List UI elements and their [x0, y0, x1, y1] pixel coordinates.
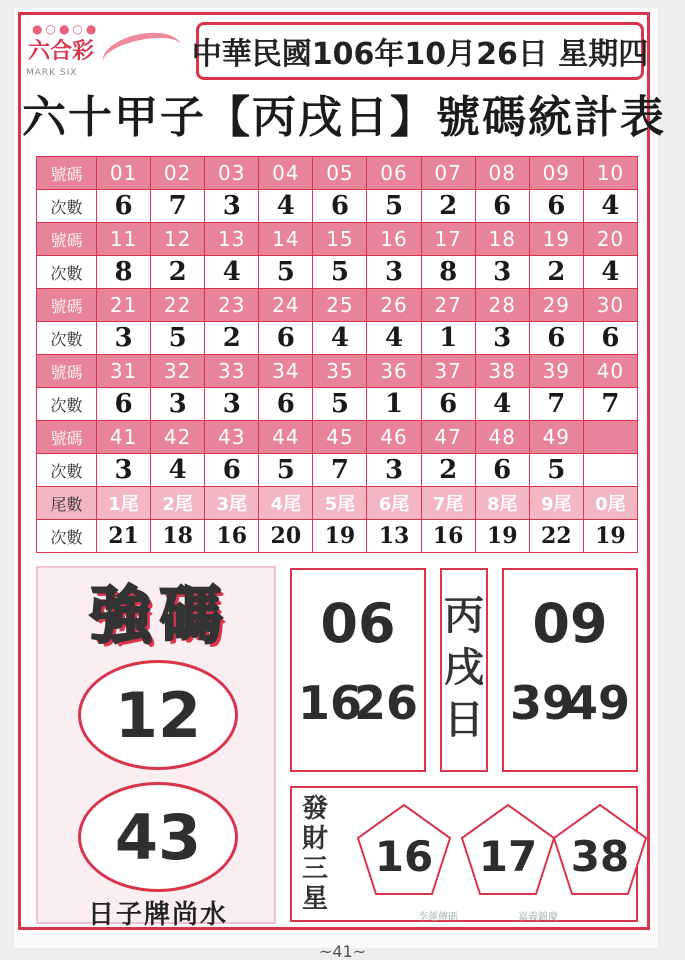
table-cell: 01 — [97, 157, 151, 190]
table-cell: 3 — [151, 388, 205, 421]
table-cell: 4 — [151, 454, 205, 487]
row-label: 次數 — [37, 454, 97, 487]
table-cell: 35 — [313, 355, 367, 388]
table-cell: 23 — [205, 289, 259, 322]
table-cell: 08 — [475, 157, 529, 190]
table-cell: 31 — [97, 355, 151, 388]
table-cell: 2 — [421, 454, 475, 487]
table-cell: 36 — [367, 355, 421, 388]
table-cell: 1 — [421, 322, 475, 355]
table-cell: 5 — [259, 454, 313, 487]
table-cell: 16 — [421, 520, 475, 553]
count-row — [37, 388, 638, 421]
group-number: 06 — [320, 592, 396, 655]
statistics-table-body — [37, 157, 638, 553]
table-cell: 30 — [583, 289, 637, 322]
lucky-label-char: 發 — [301, 794, 328, 824]
logo-swoosh-decoration — [99, 26, 186, 82]
table-cell: 19 — [475, 520, 529, 553]
table-cell: 6 — [529, 322, 583, 355]
table-cell: 4 — [367, 322, 421, 355]
table-cell: 27 — [421, 289, 475, 322]
table-cell: 0尾 — [583, 487, 637, 520]
table-cell: 5 — [313, 256, 367, 289]
date-text: 中華民國106年10月26日 星期四 — [191, 37, 649, 72]
lucky-label-char: 財 — [301, 824, 328, 854]
lucky-three-stars-box — [290, 786, 638, 922]
table-cell: 1 — [367, 388, 421, 421]
table-cell: 13 — [367, 520, 421, 553]
row-label: 次數 — [37, 256, 97, 289]
date-box — [191, 22, 649, 80]
table-cell: 43 — [205, 421, 259, 454]
table-cell: 34 — [259, 355, 313, 388]
table-cell: 4 — [475, 388, 529, 421]
table-cell: 38 — [475, 355, 529, 388]
table-cell: 41 — [97, 421, 151, 454]
table-cell: 5 — [151, 322, 205, 355]
table-cell: 6 — [97, 190, 151, 223]
table-cell: 6 — [475, 454, 529, 487]
table-cell: 6 — [421, 388, 475, 421]
table-cell: 37 — [421, 355, 475, 388]
table-cell: 44 — [259, 421, 313, 454]
strong-numbers-panel — [36, 566, 276, 930]
table-cell: 5 — [367, 190, 421, 223]
row-label: 次數 — [37, 520, 97, 553]
row-label: 號碼 — [37, 355, 97, 388]
table-cell: 19 — [313, 520, 367, 553]
table-cell: 3 — [367, 454, 421, 487]
day-label-box — [440, 568, 488, 772]
table-cell: 2 — [421, 190, 475, 223]
table-cell: 48 — [475, 421, 529, 454]
table-cell: 3 — [97, 454, 151, 487]
table-cell: 5 — [529, 454, 583, 487]
table-cell: 06 — [367, 157, 421, 190]
table-cell: 26 — [367, 289, 421, 322]
left-number-group — [290, 568, 426, 772]
row-label: 號碼 — [37, 421, 97, 454]
table-cell: 39 — [529, 355, 583, 388]
page-title: 六十甲子【丙戌日】號碼統計表 — [22, 92, 666, 143]
row-label: 次數 — [37, 388, 97, 421]
table-cell: 5 — [313, 388, 367, 421]
table-cell: 45 — [313, 421, 367, 454]
mark-six-logo — [22, 20, 182, 86]
table-cell: 3 — [475, 322, 529, 355]
table-cell: 6 — [529, 190, 583, 223]
table-cell: 6 — [97, 388, 151, 421]
count-row — [37, 256, 638, 289]
table-cell: 05 — [313, 157, 367, 190]
table-cell: 7 — [583, 388, 637, 421]
table-cell: 22 — [529, 520, 583, 553]
table-cell: 8尾 — [475, 487, 529, 520]
table-cell: 13 — [205, 223, 259, 256]
lucky-pentagon-1 — [354, 802, 454, 898]
table-cell: 3尾 — [205, 487, 259, 520]
count-row — [37, 520, 638, 553]
table-cell: 40 — [583, 355, 637, 388]
table-cell: 2 — [529, 256, 583, 289]
table-cell: 02 — [151, 157, 205, 190]
row-label: 號碼 — [37, 157, 97, 190]
table-cell: 21 — [97, 520, 151, 553]
table-cell: 3 — [97, 322, 151, 355]
table-cell: 04 — [259, 157, 313, 190]
table-cell: 8 — [97, 256, 151, 289]
number-row — [37, 157, 638, 190]
table-cell: 24 — [259, 289, 313, 322]
table-cell: 49 — [529, 421, 583, 454]
logo-dots-decoration: ●○●○● — [32, 22, 100, 36]
table-cell: 4尾 — [259, 487, 313, 520]
table-cell: 28 — [475, 289, 529, 322]
table-cell: 7 — [529, 388, 583, 421]
table-cell: 7 — [313, 454, 367, 487]
day-char: 日 — [444, 697, 484, 743]
logo-text: 六合彩 — [28, 39, 95, 64]
strong-numbers-title: 強碼 — [89, 579, 230, 652]
table-cell: 5尾 — [313, 487, 367, 520]
table-cell: 4 — [259, 190, 313, 223]
table-cell: 2 — [205, 322, 259, 355]
lucky-number: 38 — [570, 832, 630, 881]
signature-2: 嘉義錦慶 — [518, 912, 558, 923]
table-cell: 20 — [259, 520, 313, 553]
table-cell: 18 — [151, 520, 205, 553]
table-cell: 22 — [151, 289, 205, 322]
strong-footer-text: 日子牌尚水 — [87, 900, 228, 930]
table-cell: 16 — [367, 223, 421, 256]
table-cell: 4 — [583, 256, 637, 289]
signature-1: 李蓮傳碼 — [418, 912, 458, 923]
number-row — [37, 289, 638, 322]
group-number: 39 — [509, 676, 574, 730]
table-cell: 7尾 — [421, 487, 475, 520]
row-label: 尾數 — [37, 487, 97, 520]
table-cell: 18 — [475, 223, 529, 256]
table-cell: 2 — [151, 256, 205, 289]
day-char: 丙 — [444, 593, 484, 639]
table-cell: 2尾 — [151, 487, 205, 520]
row-label: 次數 — [37, 322, 97, 355]
count-row — [37, 322, 638, 355]
right-number-group — [502, 568, 638, 772]
table-cell: 3 — [475, 256, 529, 289]
table-cell: 25 — [313, 289, 367, 322]
lucky-pentagon-3 — [550, 802, 650, 898]
table-cell: 6 — [205, 454, 259, 487]
table-cell: 10 — [583, 157, 637, 190]
table-cell: 4 — [583, 190, 637, 223]
table-cell: 6 — [259, 388, 313, 421]
strong-number-1: 12 — [78, 660, 238, 770]
table-cell: 09 — [529, 157, 583, 190]
table-cell: 20 — [583, 223, 637, 256]
table-cell: 19 — [583, 520, 637, 553]
table-cell: 33 — [205, 355, 259, 388]
table-cell: 12 — [151, 223, 205, 256]
tail-row — [37, 487, 638, 520]
table-cell: 3 — [205, 190, 259, 223]
number-row — [37, 223, 638, 256]
page-number: ~41~ — [318, 942, 367, 960]
row-label: 次數 — [37, 190, 97, 223]
table-cell: 9尾 — [529, 487, 583, 520]
day-char: 戌 — [444, 645, 484, 691]
table-cell: 6 — [583, 322, 637, 355]
table-cell: 14 — [259, 223, 313, 256]
number-row — [37, 355, 638, 388]
table-cell: 3 — [205, 388, 259, 421]
table-cell: 1尾 — [97, 487, 151, 520]
table-cell: 6 — [259, 322, 313, 355]
logo-subtext: MARK SIX — [26, 68, 78, 78]
table-cell: 07 — [421, 157, 475, 190]
table-cell: 15 — [313, 223, 367, 256]
group-number: 26 — [353, 676, 418, 730]
table-cell: 8 — [421, 256, 475, 289]
number-statistics-table — [36, 156, 638, 553]
lucky-number: 16 — [374, 832, 434, 881]
table-cell: 7 — [151, 190, 205, 223]
table-cell: 47 — [421, 421, 475, 454]
table-cell: 4 — [313, 322, 367, 355]
table-cell: 11 — [97, 223, 151, 256]
table-cell: 3 — [367, 256, 421, 289]
table-cell: 5 — [259, 256, 313, 289]
table-cell: 17 — [421, 223, 475, 256]
count-row — [37, 190, 638, 223]
table-cell: 19 — [529, 223, 583, 256]
lucky-label — [298, 794, 332, 914]
table-cell: 46 — [367, 421, 421, 454]
table-cell: 6 — [313, 190, 367, 223]
table-cell: 21 — [97, 289, 151, 322]
table-cell — [583, 421, 637, 454]
lucky-pentagon-2 — [458, 802, 558, 898]
table-cell — [583, 454, 637, 487]
table-cell: 32 — [151, 355, 205, 388]
number-row — [37, 421, 638, 454]
lucky-label-char: 星 — [301, 884, 328, 914]
lucky-number: 17 — [478, 832, 538, 881]
table-cell: 4 — [205, 256, 259, 289]
table-cell: 29 — [529, 289, 583, 322]
table-cell: 42 — [151, 421, 205, 454]
group-number: 09 — [532, 592, 608, 655]
group-number: 49 — [565, 676, 630, 730]
row-label: 號碼 — [37, 289, 97, 322]
table-cell: 03 — [205, 157, 259, 190]
table-cell: 6 — [475, 190, 529, 223]
strong-number-2: 43 — [78, 782, 238, 892]
count-row — [37, 454, 638, 487]
row-label: 號碼 — [37, 223, 97, 256]
group-number: 16 — [297, 676, 362, 730]
table-cell: 16 — [205, 520, 259, 553]
table-cell: 6尾 — [367, 487, 421, 520]
lucky-label-char: 三 — [301, 854, 328, 884]
